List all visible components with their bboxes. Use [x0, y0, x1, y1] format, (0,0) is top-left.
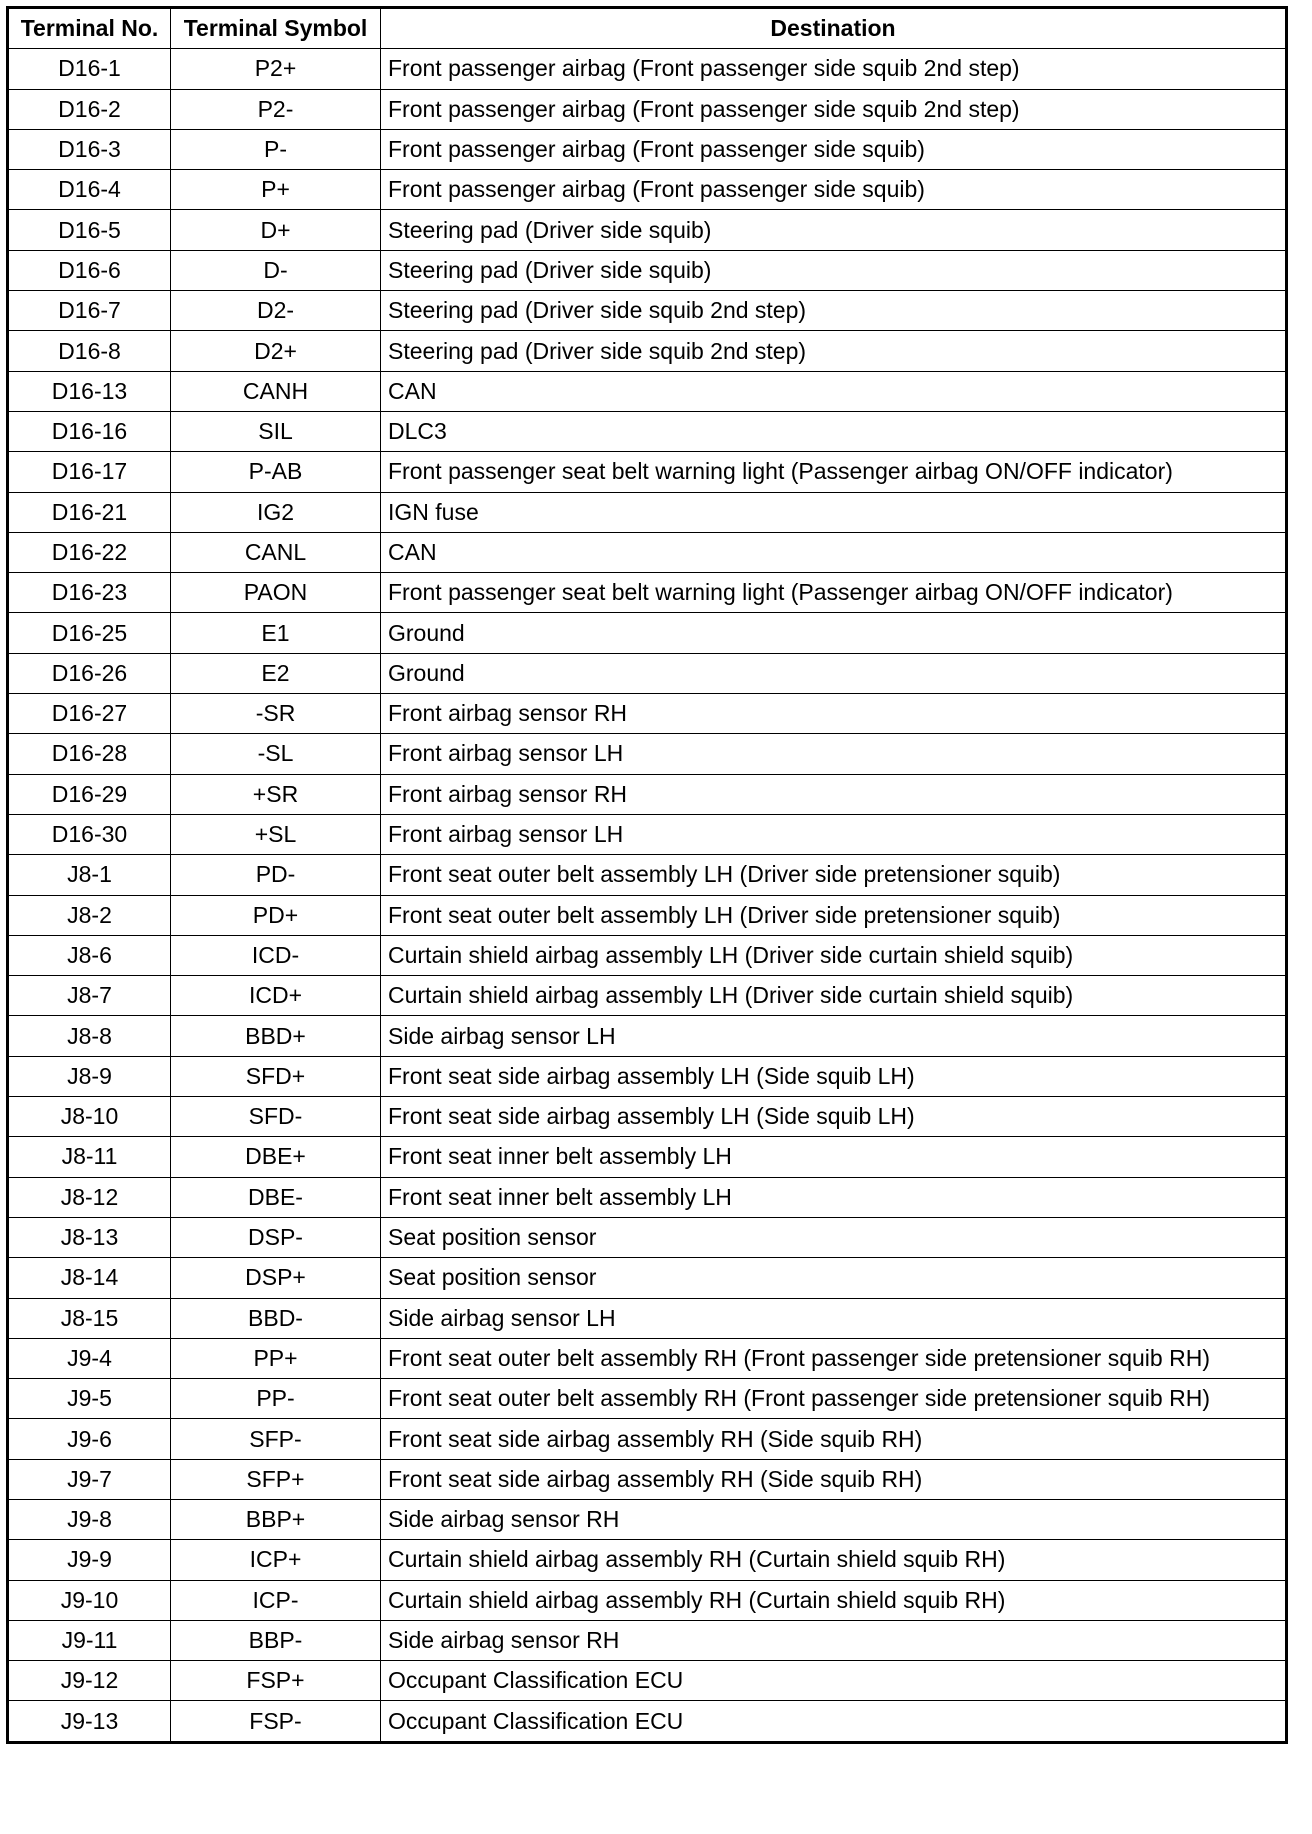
table-row: [8, 694, 1287, 734]
terminal-no-cell: J8-14: [8, 1258, 171, 1298]
terminal-no-cell: J9-11: [8, 1620, 171, 1660]
header-terminal-symbol: Terminal Symbol: [171, 8, 381, 49]
terminal-no-cell: D16-5: [8, 210, 171, 250]
header-terminal-no: Terminal No.: [8, 8, 171, 49]
terminal-no-cell: J8-15: [8, 1298, 171, 1338]
table-row: [8, 492, 1287, 532]
table-row: [8, 976, 1287, 1016]
terminal-no-cell: D16-7: [8, 291, 171, 331]
terminal-symbol-cell: FSP+: [171, 1661, 381, 1701]
terminal-no-cell: J9-4: [8, 1338, 171, 1378]
terminal-no-cell: D16-1: [8, 49, 171, 89]
destination-cell: Curtain shield airbag assembly RH (Curtain shield squib RH): [381, 1580, 1287, 1620]
terminal-symbol-cell: SFD+: [171, 1056, 381, 1096]
destination-cell: Front seat inner belt assembly LH: [381, 1177, 1287, 1217]
table-row: [8, 653, 1287, 693]
terminal-symbol-cell: PAON: [171, 573, 381, 613]
terminal-symbol-cell: +SR: [171, 774, 381, 814]
table-row: [8, 814, 1287, 854]
destination-cell: Front passenger airbag (Front passenger side squib 2nd step): [381, 49, 1287, 89]
destination-cell: Occupant Classification ECU: [381, 1701, 1287, 1742]
destination-cell: Front airbag sensor LH: [381, 814, 1287, 854]
terminal-no-cell: D16-6: [8, 250, 171, 290]
terminal-no-cell: D16-22: [8, 532, 171, 572]
destination-cell: Ground: [381, 653, 1287, 693]
terminal-symbol-cell: SIL: [171, 411, 381, 451]
table-row: [8, 1217, 1287, 1257]
terminal-symbol-cell: P+: [171, 170, 381, 210]
terminal-no-cell: D16-30: [8, 814, 171, 854]
terminal-no-cell: D16-28: [8, 734, 171, 774]
terminal-symbol-cell: DBE-: [171, 1177, 381, 1217]
terminal-symbol-cell: CANH: [171, 371, 381, 411]
terminal-no-cell: J8-8: [8, 1016, 171, 1056]
terminal-no-cell: D16-8: [8, 331, 171, 371]
terminal-symbol-cell: ICP+: [171, 1540, 381, 1580]
terminal-symbol-cell: PD+: [171, 895, 381, 935]
terminal-symbol-cell: DSP+: [171, 1258, 381, 1298]
terminal-symbol-cell: DBE+: [171, 1137, 381, 1177]
table-row: [8, 1097, 1287, 1137]
destination-cell: Front passenger airbag (Front passenger side squib): [381, 129, 1287, 169]
destination-cell: Front passenger airbag (Front passenger side squib): [381, 170, 1287, 210]
terminal-no-cell: J8-1: [8, 855, 171, 895]
table-row: [8, 1701, 1287, 1742]
terminal-table: [6, 6, 1288, 1744]
terminal-no-cell: J8-13: [8, 1217, 171, 1257]
terminal-symbol-cell: SFP-: [171, 1419, 381, 1459]
destination-cell: Front seat side airbag assembly RH (Side squib RH): [381, 1459, 1287, 1499]
terminal-symbol-cell: PD-: [171, 855, 381, 895]
table-row: [8, 855, 1287, 895]
destination-cell: DLC3: [381, 411, 1287, 451]
destination-cell: Front seat side airbag assembly RH (Side squib RH): [381, 1419, 1287, 1459]
terminal-symbol-cell: P-: [171, 129, 381, 169]
table-row: [8, 1459, 1287, 1499]
terminal-symbol-cell: P-AB: [171, 452, 381, 492]
destination-cell: Steering pad (Driver side squib 2nd step): [381, 331, 1287, 371]
terminal-no-cell: J9-10: [8, 1580, 171, 1620]
table-row: [8, 1419, 1287, 1459]
table-row: [8, 573, 1287, 613]
terminal-no-cell: D16-23: [8, 573, 171, 613]
table-row: [8, 1620, 1287, 1660]
table-row: [8, 170, 1287, 210]
terminal-no-cell: J9-13: [8, 1701, 171, 1742]
destination-cell: Side airbag sensor RH: [381, 1499, 1287, 1539]
destination-cell: Ground: [381, 613, 1287, 653]
terminal-no-cell: J8-12: [8, 1177, 171, 1217]
table-row: [8, 210, 1287, 250]
terminal-no-cell: J9-7: [8, 1459, 171, 1499]
destination-cell: Front seat inner belt assembly LH: [381, 1137, 1287, 1177]
destination-cell: Side airbag sensor LH: [381, 1016, 1287, 1056]
table-row: [8, 1177, 1287, 1217]
destination-cell: Front passenger seat belt warning light (Passenger airbag ON/OFF indicator): [381, 452, 1287, 492]
terminal-symbol-cell: ICD-: [171, 935, 381, 975]
table-row: [8, 1661, 1287, 1701]
terminal-no-cell: J9-12: [8, 1661, 171, 1701]
destination-cell: Front seat outer belt assembly LH (Driver side pretensioner squib): [381, 895, 1287, 935]
terminal-symbol-cell: P2-: [171, 89, 381, 129]
table-row: [8, 291, 1287, 331]
terminal-no-cell: D16-17: [8, 452, 171, 492]
table-row: [8, 1137, 1287, 1177]
destination-cell: Front seat outer belt assembly RH (Front passenger side pretensioner squib RH): [381, 1338, 1287, 1378]
terminal-symbol-cell: DSP-: [171, 1217, 381, 1257]
destination-cell: CAN: [381, 532, 1287, 572]
table-body: [8, 49, 1287, 1742]
terminal-symbol-cell: ICD+: [171, 976, 381, 1016]
terminal-symbol-cell: -SL: [171, 734, 381, 774]
table-row: [8, 1540, 1287, 1580]
terminal-symbol-cell: D+: [171, 210, 381, 250]
terminal-no-cell: D16-3: [8, 129, 171, 169]
terminal-no-cell: J9-8: [8, 1499, 171, 1539]
terminal-no-cell: J9-9: [8, 1540, 171, 1580]
terminal-symbol-cell: P2+: [171, 49, 381, 89]
table-row: [8, 895, 1287, 935]
terminal-symbol-cell: D2-: [171, 291, 381, 331]
destination-cell: Seat position sensor: [381, 1258, 1287, 1298]
destination-cell: Front airbag sensor RH: [381, 694, 1287, 734]
table-row: [8, 1258, 1287, 1298]
header-destination: Destination: [381, 8, 1287, 49]
terminal-no-cell: D16-21: [8, 492, 171, 532]
destination-cell: Steering pad (Driver side squib): [381, 210, 1287, 250]
destination-cell: Curtain shield airbag assembly LH (Driver side curtain shield squib): [381, 935, 1287, 975]
header-row: [8, 8, 1287, 49]
table-row: [8, 49, 1287, 89]
destination-cell: Occupant Classification ECU: [381, 1661, 1287, 1701]
destination-cell: IGN fuse: [381, 492, 1287, 532]
destination-cell: Front airbag sensor LH: [381, 734, 1287, 774]
destination-cell: Curtain shield airbag assembly LH (Driver side curtain shield squib): [381, 976, 1287, 1016]
table-row: [8, 774, 1287, 814]
terminal-symbol-cell: BBD-: [171, 1298, 381, 1338]
table-row: [8, 371, 1287, 411]
destination-cell: Curtain shield airbag assembly RH (Curtain shield squib RH): [381, 1540, 1287, 1580]
table-row: [8, 129, 1287, 169]
terminal-symbol-cell: ICP-: [171, 1580, 381, 1620]
terminal-no-cell: D16-27: [8, 694, 171, 734]
table-row: [8, 1338, 1287, 1378]
table-row: [8, 250, 1287, 290]
terminal-symbol-cell: D-: [171, 250, 381, 290]
terminal-symbol-cell: SFP+: [171, 1459, 381, 1499]
destination-cell: Front seat outer belt assembly LH (Driver side pretensioner squib): [381, 855, 1287, 895]
terminal-no-cell: J9-6: [8, 1419, 171, 1459]
destination-cell: Front seat side airbag assembly LH (Side squib LH): [381, 1056, 1287, 1096]
terminal-symbol-cell: FSP-: [171, 1701, 381, 1742]
terminal-no-cell: J8-2: [8, 895, 171, 935]
terminal-symbol-cell: IG2: [171, 492, 381, 532]
table-row: [8, 411, 1287, 451]
terminal-no-cell: J8-11: [8, 1137, 171, 1177]
destination-cell: Front seat outer belt assembly RH (Front passenger side pretensioner squib RH): [381, 1379, 1287, 1419]
table-row: [8, 1499, 1287, 1539]
terminal-symbol-cell: BBP-: [171, 1620, 381, 1660]
terminal-no-cell: J8-7: [8, 976, 171, 1016]
terminal-no-cell: D16-29: [8, 774, 171, 814]
destination-cell: Front passenger seat belt warning light (Passenger airbag ON/OFF indicator): [381, 573, 1287, 613]
destination-cell: Seat position sensor: [381, 1217, 1287, 1257]
destination-cell: Side airbag sensor LH: [381, 1298, 1287, 1338]
table-row: [8, 1580, 1287, 1620]
destination-cell: Steering pad (Driver side squib 2nd step): [381, 291, 1287, 331]
table-row: [8, 1016, 1287, 1056]
table-row: [8, 935, 1287, 975]
terminal-no-cell: D16-25: [8, 613, 171, 653]
terminal-symbol-cell: PP+: [171, 1338, 381, 1378]
destination-cell: Side airbag sensor RH: [381, 1620, 1287, 1660]
table-row: [8, 89, 1287, 129]
terminal-symbol-cell: -SR: [171, 694, 381, 734]
terminal-no-cell: J8-10: [8, 1097, 171, 1137]
destination-cell: Front airbag sensor RH: [381, 774, 1287, 814]
terminal-no-cell: J9-5: [8, 1379, 171, 1419]
terminal-no-cell: J8-9: [8, 1056, 171, 1096]
terminal-symbol-cell: PP-: [171, 1379, 381, 1419]
terminal-symbol-cell: +SL: [171, 814, 381, 854]
terminal-symbol-cell: E2: [171, 653, 381, 693]
table-row: [8, 532, 1287, 572]
terminal-symbol-cell: D2+: [171, 331, 381, 371]
terminal-symbol-cell: BBD+: [171, 1016, 381, 1056]
table-row: [8, 1298, 1287, 1338]
table-row: [8, 1379, 1287, 1419]
terminal-no-cell: D16-16: [8, 411, 171, 451]
terminal-symbol-cell: BBP+: [171, 1499, 381, 1539]
destination-cell: Front passenger airbag (Front passenger side squib 2nd step): [381, 89, 1287, 129]
terminal-no-cell: D16-13: [8, 371, 171, 411]
terminal-symbol-cell: E1: [171, 613, 381, 653]
table-row: [8, 452, 1287, 492]
terminal-symbol-cell: CANL: [171, 532, 381, 572]
destination-cell: Front seat side airbag assembly LH (Side squib LH): [381, 1097, 1287, 1137]
destination-cell: Steering pad (Driver side squib): [381, 250, 1287, 290]
terminal-no-cell: J8-6: [8, 935, 171, 975]
terminal-no-cell: D16-4: [8, 170, 171, 210]
terminal-no-cell: D16-26: [8, 653, 171, 693]
table-row: [8, 1056, 1287, 1096]
table-row: [8, 734, 1287, 774]
terminal-symbol-cell: SFD-: [171, 1097, 381, 1137]
destination-cell: CAN: [381, 371, 1287, 411]
terminal-no-cell: D16-2: [8, 89, 171, 129]
table-row: [8, 331, 1287, 371]
table-row: [8, 613, 1287, 653]
